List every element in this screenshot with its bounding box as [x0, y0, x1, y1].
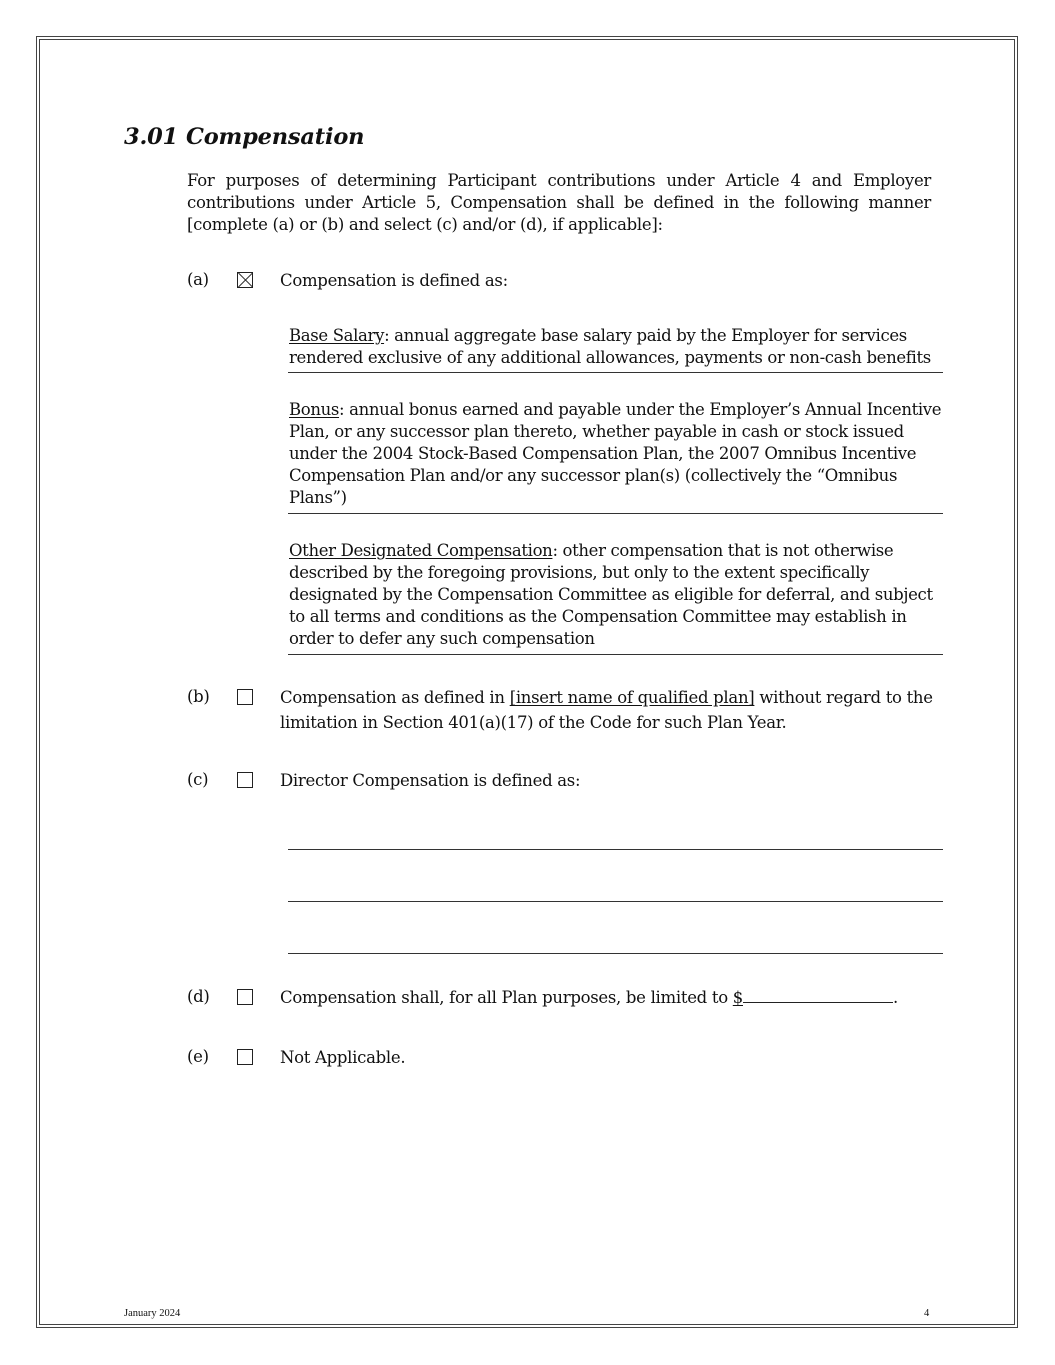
- item-b-checkbox[interactable]: [237, 689, 253, 705]
- section-heading: [124, 124, 364, 150]
- currency-symbol: $: [732, 988, 743, 1007]
- definition-base-salary: [289, 325, 943, 369]
- item-b-text-after: without regard to the: [754, 688, 933, 707]
- definition-text: : annual aggregate base salary paid by the Employer for services rendered exclusive of any additional allowances, payments or non-cash benefits: [289, 326, 931, 367]
- item-b-placeholder: [insert name of qualified plan]: [509, 688, 755, 707]
- item-c-checkbox[interactable]: [237, 772, 253, 788]
- section-number: 3.01: [124, 124, 178, 150]
- item-a-text: Compensation is defined as:: [280, 271, 508, 290]
- footer-page-number: 4: [924, 1308, 930, 1319]
- item-e-label: (e): [187, 1047, 209, 1066]
- compensation-limit-blank[interactable]: [743, 986, 893, 1003]
- item-b-text-line2: limitation in Section 401(a)(17) of the Code for such Plan Year.: [280, 713, 787, 732]
- item-a-checkbox[interactable]: [237, 272, 253, 288]
- definition-other-designated: [289, 540, 943, 650]
- item-d-label: (d): [187, 987, 210, 1006]
- definition-bonus: [289, 399, 943, 509]
- item-c-label: (c): [187, 770, 209, 789]
- item-d-period: .: [892, 988, 898, 1007]
- definition-term: Bonus: [289, 400, 340, 419]
- item-d-text-main: Compensation shall, for all Plan purposes, be limited to: [280, 988, 733, 1007]
- definition-rule: [288, 654, 943, 655]
- item-b-text-before: Compensation as defined in: [280, 688, 510, 707]
- item-d-checkbox[interactable]: [237, 989, 253, 1005]
- director-comp-line-2[interactable]: [288, 901, 943, 902]
- item-b-label: (b): [187, 687, 210, 706]
- definition-term: Other Designated Compensation: [289, 541, 553, 560]
- definition-term: Base Salary: [289, 326, 385, 345]
- item-b-text: [280, 685, 933, 710]
- item-c-text: Director Compensation is defined as:: [280, 771, 581, 790]
- intro-paragraph: For purposes of determining Participant contributions under Article 4 and Employer contributions under Article 5, Compensation shall be defined in the following manner [complete (a) or (b) and select (c) and/or (d), if applicable]:: [187, 171, 931, 234]
- footer-date: January 2024: [124, 1308, 181, 1319]
- item-e-checkbox[interactable]: [237, 1049, 253, 1065]
- item-a-label: (a): [187, 270, 209, 289]
- item-d-text: [280, 985, 898, 1010]
- definition-rule: [288, 372, 943, 373]
- definition-rule: [288, 513, 943, 514]
- item-e-text: Not Applicable.: [280, 1048, 406, 1067]
- definition-text: : annual bonus earned and payable under the Employer’s Annual Incentive Plan, or any successor plan thereto, whether payable in cash or stock issued under the 2004 Stock-Based Compensation Plan, the 2007 Omnibus Incentive Compensation Plan and/or any successor plan(s) (collectively the “Omnibus Plans”): [289, 400, 942, 507]
- definition-text: : other compensation that is not otherwise described by the foregoing provisions, but only to the extent specifically designated by the Compensation Committee as eligible for deferral, and subject to all terms and conditions as the Compensation Committee may establish in order to defer any such compensation: [289, 541, 933, 648]
- director-comp-line-3[interactable]: [288, 953, 943, 954]
- director-comp-line-1[interactable]: [288, 849, 943, 850]
- section-title: Compensation: [186, 124, 365, 150]
